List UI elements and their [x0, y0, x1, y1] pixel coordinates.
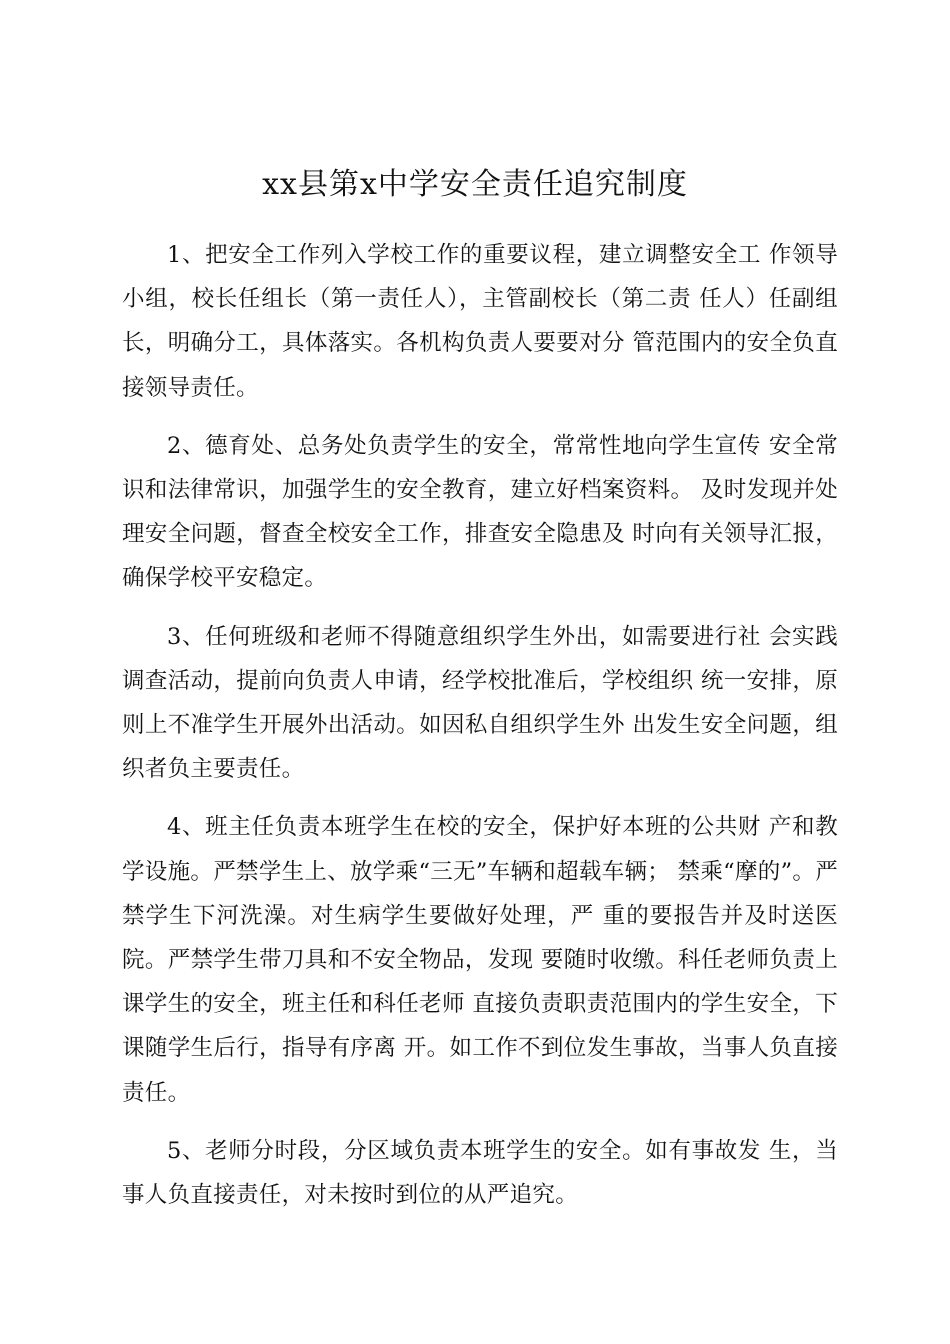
- document-title: xx县第x中学安全责任追究制度: [262, 167, 688, 202]
- document-body: [122, 233, 838, 1231]
- paragraph-5: 5、老师分时段，分区域负责本班学生的安全。如有事故发 生，当事人负直接责任，对未按时到位的从严追究。: [122, 1137, 838, 1209]
- paragraph-1: 1、把安全工作列入学校工作的重要议程，建立调整安全工 作领导小组，校长任组长（第一责任人），主管副校长（第二责 任人）任副组长，明确分工，具体落实。各机构负责人要要对分 管范围内的安全负直接领导责任。: [122, 242, 838, 401]
- paragraph-2: 2、德育处、总务处负责学生的安全，常常性地向学生宣传 安全常识和法律常识，加强学生的安全教育，建立好档案资料。 及时发现并处理安全问题，督查全校安全工作，排查安全隐患及 时向有关领导汇报，确保学校平安稳定。: [122, 432, 838, 592]
- paragraph-4: 4、班主任负责本班学生在校的安全，保护好本班的公共财 产和教学设施。严禁学生上、放学乘“三无”车辆和超载车辆； 禁乘“摩的”。严禁学生下河洗澡。对生病学生要做好处理，严 重的要报告并及时送医院。严禁学生带刀具和不安全物品，发现 要随时收缴。科任老师负责上课学生的安全，班主任和科任老师 直接负责职责范围内的学生安全，下课随学生后行，指导有序离 开。如工作不到位发生事故，当事人负直接责任。: [122, 814, 838, 1106]
- paragraph-3: 3、任何班级和老师不得随意组织学生外出，如需要进行社 会实践调查活动，提前向负责人申请，经学校批准后，学校组织 统一安排，原则上不准学生开展外出活动。如因私自组织学生外 出发生安全问题，组织者负主要责任。: [122, 623, 838, 783]
